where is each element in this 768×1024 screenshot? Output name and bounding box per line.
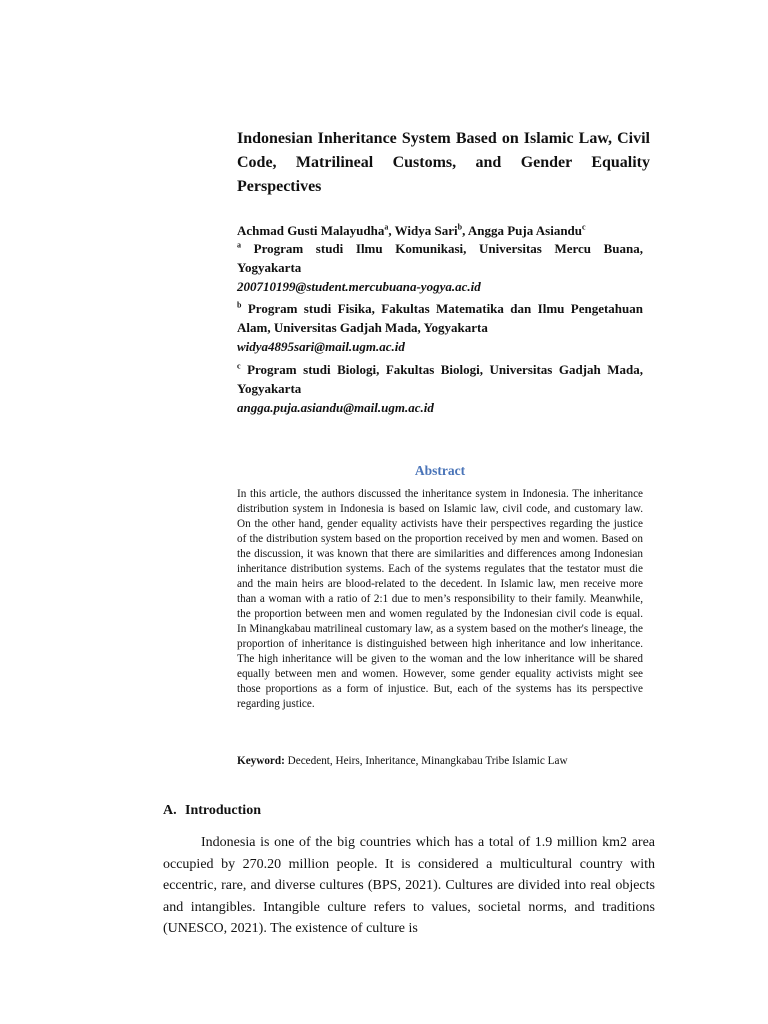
- affiliation-text: [237, 299, 643, 337]
- keywords-label: Keyword:: [237, 755, 285, 767]
- author-affiliation-marker: b: [457, 222, 463, 232]
- affiliation-block: [237, 360, 643, 417]
- author-email[interactable]: angga.puja.asiandu@mail.ugm.ac.id: [237, 400, 434, 415]
- section-heading: [163, 803, 261, 819]
- affiliation-block: [237, 239, 643, 296]
- affiliation-name: Program studi Biologi, Fakultas Biologi, Universitas Gadjah Mada, Yogyakarta: [237, 362, 643, 396]
- author-name: Achmad Gusti Malayudha: [237, 223, 385, 238]
- section-number: A.: [163, 803, 177, 818]
- keywords-line: [237, 754, 643, 769]
- paper-title: Indonesian Inheritance System Based on Islamic Law, Civil Code, Matrilineal Customs, and Gender Equality Perspectives: [237, 130, 650, 195]
- affiliation-marker: b: [237, 300, 242, 310]
- author-separator: ,: [462, 223, 468, 238]
- affiliation-block: [237, 299, 643, 356]
- affiliation-text: [237, 360, 643, 398]
- author-email[interactable]: 200710199@student.mercubuana-yogya.ac.id: [237, 279, 481, 294]
- abstract-heading: Abstract: [414, 463, 466, 478]
- affiliation-marker: c: [237, 361, 241, 371]
- section-title: Introduction: [185, 803, 261, 818]
- affiliation-name: Program studi Ilmu Komunikasi, Universitas Mercu Buana, Yogyakarta: [237, 241, 644, 275]
- affiliation-text: [237, 239, 643, 277]
- keywords-list: Decedent, Heirs, Inheritance, Minangkabau Tribe Islamic Law: [284, 755, 568, 767]
- affiliation-marker: a: [237, 240, 241, 250]
- abstract-body: In this article, the authors discussed the inheritance system in Indonesia. The inheritance distribution system in Indonesia is based on Islamic law, civil code, and customary law. On the other hand, gender equality activists have their perspectives regarding the justice of the distribution system based on the proportion received by men and women. Based on the discussion, it was known that there are similarities and differences among Indonesian inheritance distribution systems. Each of the systems regulates that the testator must die and the main heirs are blood-related to the decedent. In Islamic law, men receive more than a woman with a ratio of 2:1 due to men’s responsibility to their family. Meanwhile, the proportion between men and women regulated by the Indonesian civil code is equal. In Minangkabau matrilineal customary law, as a system based on the mother's lineage, the proportion of inheritance is distinguished between high inheritance and low inheritance. The high inheritance will be given to the woman and the low inheritance will be shared equally between men and women. However, some gender equality activists might see those proportions as a form of injustice. But, each of the systems has its perspective regarding justice.: [237, 488, 643, 710]
- author-name: Angga Puja Asiandu: [467, 223, 583, 238]
- affiliation-name: Program studi Fisika, Fakultas Matematika dan Ilmu Pengetahuan Alam, Universitas Gadjah Mada, Yogyakarta: [237, 301, 643, 335]
- author-affiliation-marker: c: [582, 222, 586, 232]
- author-list: [237, 221, 643, 240]
- author-affiliation-marker: a: [384, 222, 389, 232]
- author-email[interactable]: widya4895sari@mail.ugm.ac.id: [237, 339, 405, 354]
- introduction-paragraph: Indonesia is one of the big countries which has a total of 1.9 million km2 area occupied by 270.20 million people. It is considered a multicultural country with eccentric, rare, and diverse cultures (BPS, 2021). Cultures are divided into real objects and intangibles. Intangible culture refers to values, societal norms, and traditions (UNESCO, 2021). The existence of culture is: [163, 835, 655, 936]
- author-separator: ,: [388, 223, 395, 238]
- author-name: Widya Sari: [394, 223, 458, 238]
